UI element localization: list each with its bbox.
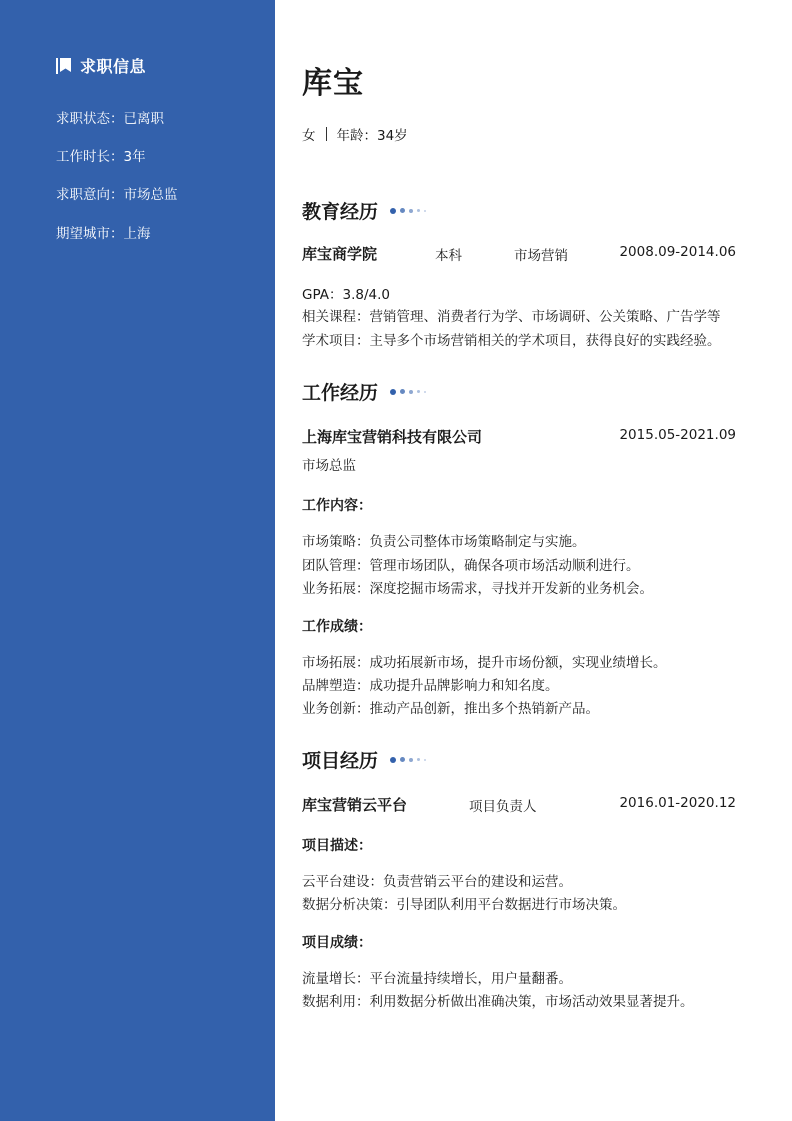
section-title: 工作经历 — [302, 382, 379, 404]
project-result-title: 项目成绩： — [302, 935, 372, 951]
section-title: 教育经历 — [302, 201, 379, 223]
work-section-title — [302, 378, 430, 405]
gender: 女 — [302, 128, 316, 144]
work-achievement-item: 品牌塑造：成功提升品牌影响力和知名度。 — [302, 678, 559, 694]
expected-city: 期望城市：上海 — [56, 226, 151, 242]
dots-decoration — [390, 208, 430, 214]
project-name: 库宝营销云平台 — [302, 796, 408, 814]
company-name: 上海库宝营销科技有限公司 — [302, 428, 483, 446]
work-period: 2015.05-2021.09 — [619, 427, 736, 443]
section-title: 项目经历 — [302, 750, 379, 772]
work-content-item: 团队管理：管理市场团队，确保各项市场活动顺利进行。 — [302, 558, 640, 574]
project-desc-item: 数据分析决策：引导团队利用平台数据进行市场决策。 — [302, 897, 626, 913]
project-desc-item: 云平台建设：负责营销云平台的建设和运营。 — [302, 874, 572, 890]
work-achievement-item: 市场拓展：成功拓展新市场，提升市场份额，实现业绩增长。 — [302, 655, 667, 671]
divider — [326, 127, 327, 141]
education-section-title — [302, 197, 430, 224]
job-intention: 求职意向：市场总监 — [56, 187, 178, 203]
sidebar-header — [56, 54, 146, 77]
project-period: 2016.01-2020.12 — [619, 795, 736, 811]
degree: 本科 — [435, 248, 462, 264]
academic-projects: 学术项目：主导多个市场营销相关的学术项目，获得良好的实践经验。 — [302, 333, 721, 349]
major: 市场营销 — [514, 248, 568, 264]
position: 市场总监 — [302, 458, 356, 474]
school-name: 库宝商学院 — [302, 245, 378, 263]
project-role: 项目负责人 — [469, 799, 537, 815]
work-duration: 工作时长：3年 — [56, 149, 146, 165]
sidebar-title: 求职信息 — [80, 57, 147, 76]
candidate-name: 库宝 — [302, 66, 364, 101]
bookmark-icon — [56, 58, 71, 74]
work-content-title: 工作内容： — [302, 498, 372, 514]
work-achievement-item: 业务创新：推动产品创新，推出多个热销新产品。 — [302, 701, 599, 717]
dots-decoration — [390, 757, 430, 763]
work-achievement-title: 工作成绩： — [302, 619, 372, 635]
courses: 相关课程：营销管理、消费者行为学、市场调研、公关策略、广告学等 — [302, 309, 721, 325]
education-period: 2008.09-2014.06 — [619, 244, 736, 260]
project-section-title — [302, 746, 430, 773]
sidebar — [0, 0, 275, 1121]
basic-info — [302, 124, 408, 144]
dots-decoration — [390, 389, 430, 395]
gpa: GPA：3.8/4.0 — [302, 287, 390, 303]
job-status: 求职状态：已离职 — [56, 111, 164, 127]
project-desc-title: 项目描述： — [302, 838, 372, 854]
project-result-item: 流量增长：平台流量持续增长，用户量翻番。 — [302, 971, 572, 987]
age: 年龄：34岁 — [336, 128, 408, 144]
work-content-item: 市场策略：负责公司整体市场策略制定与实施。 — [302, 534, 586, 550]
work-content-item: 业务拓展：深度挖掘市场需求，寻找并开发新的业务机会。 — [302, 581, 653, 597]
project-result-item: 数据利用：利用数据分析做出准确决策，市场活动效果显著提升。 — [302, 994, 694, 1010]
